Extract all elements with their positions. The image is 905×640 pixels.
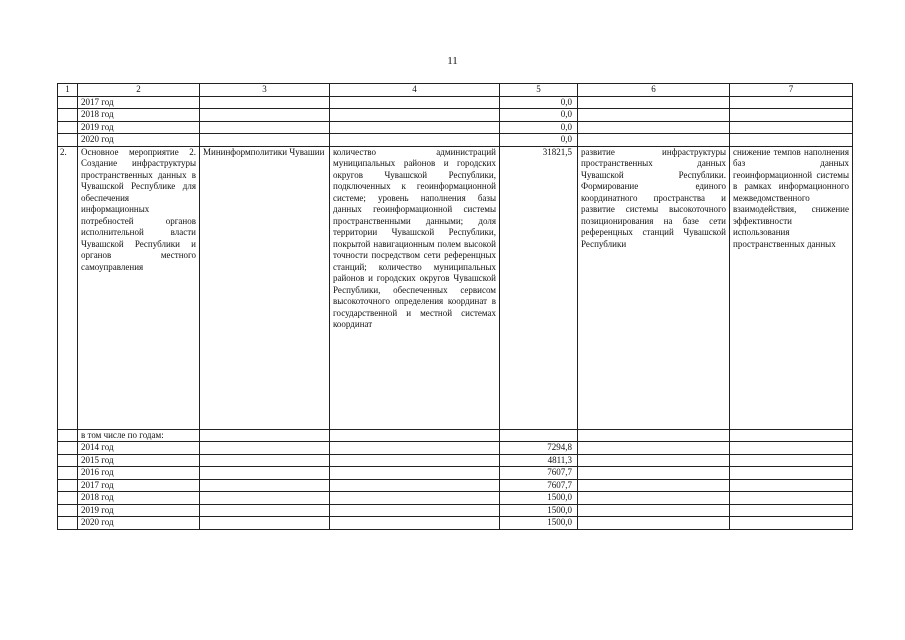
header-cell: 4 — [330, 84, 500, 97]
year-label: 2018 год — [78, 492, 200, 505]
table-row — [58, 109, 853, 122]
year-value: 7607,7 — [500, 479, 578, 492]
program-table — [57, 83, 853, 530]
year-label: 2017 год — [78, 479, 200, 492]
event-indicators: количество администраций муниципальных районов и городских округов Чувашской Республики, подключенных к геоинформационной системе; уровень наполнения базы данных геоинформационной системы пространственными данными; доля территории Чувашской Республики, покрытой навигационным полем высокой точности посредством сети референцных станций; количество муниципальных районов и городских округов Чувашской Республики, обеспеченных сервисом высокоточного определения координат в государственной и местной системах координат — [330, 146, 500, 429]
table-row — [58, 121, 853, 134]
by-years-label: в том числе по годам: — [78, 429, 200, 442]
header-row — [58, 84, 853, 97]
year-label: 2019 год — [78, 504, 200, 517]
event-consequences: снижение темпов наполнения баз данных геоинформационной системы в рамках информационного межведомственного взаимодействия, снижение эффективности использования пространственных данных — [730, 146, 853, 429]
year-label: 2020 год — [78, 517, 200, 530]
year-value: 0,0 — [500, 96, 578, 109]
page-number: 11 — [447, 55, 458, 67]
event-row — [58, 146, 853, 429]
year-label: 2019 год — [78, 121, 200, 134]
table-row — [58, 479, 853, 492]
table-row — [58, 134, 853, 147]
header-cell: 6 — [578, 84, 730, 97]
year-value: 1500,0 — [500, 517, 578, 530]
year-value: 1500,0 — [500, 504, 578, 517]
event-executor: Мининформполитики Чувашии — [200, 146, 330, 429]
year-label: 2016 год — [78, 467, 200, 480]
table-row — [58, 517, 853, 530]
year-value: 7607,7 — [500, 467, 578, 480]
header-cell: 7 — [730, 84, 853, 97]
table-row — [58, 96, 853, 109]
year-label: 2018 год — [78, 109, 200, 122]
table-row — [58, 454, 853, 467]
year-value: 4811,3 — [500, 454, 578, 467]
table-row — [58, 504, 853, 517]
header-cell: 2 — [78, 84, 200, 97]
year-label: 2020 год — [78, 134, 200, 147]
table-row — [58, 467, 853, 480]
year-label: 2017 год — [78, 96, 200, 109]
year-value: 0,0 — [500, 134, 578, 147]
year-value: 0,0 — [500, 121, 578, 134]
year-label: 2014 год — [78, 442, 200, 455]
event-number: 2. — [58, 146, 78, 429]
header-cell: 1 — [58, 84, 78, 97]
table-row — [58, 442, 853, 455]
year-value: 0,0 — [500, 109, 578, 122]
event-name: Основное мероприятие 2. Создание инфраструктуры пространственных данных в Чувашской Республике для обеспечения информационных потребностей органов исполнительной власти Чувашской Республики и органов местного самоуправления — [78, 146, 200, 429]
table-row — [58, 492, 853, 505]
event-amount: 31821,5 — [500, 146, 578, 429]
year-value: 7294,8 — [500, 442, 578, 455]
year-value: 1500,0 — [500, 492, 578, 505]
table-row — [58, 429, 853, 442]
header-cell: 5 — [500, 84, 578, 97]
header-cell: 3 — [200, 84, 330, 97]
year-label: 2015 год — [78, 454, 200, 467]
event-results: развитие инфраструктуры пространственных данных Чувашской Республики. Формирование единого координатного пространства и развитие системы высокоточного позиционирования на базе сети референцных станций Чувашской Республики — [578, 146, 730, 429]
